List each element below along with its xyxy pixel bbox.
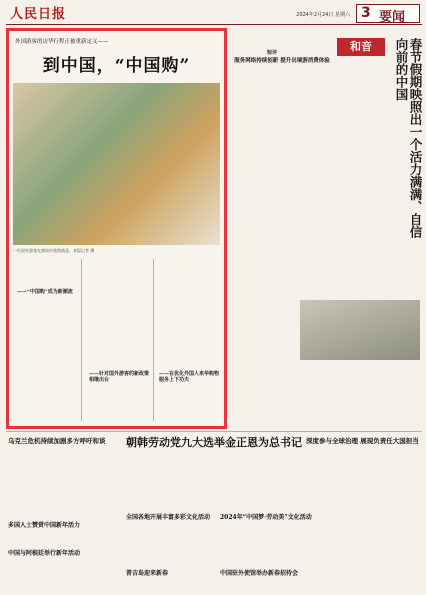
article-subhead-2: ——针对国外游客的新政策相继出台 (89, 371, 150, 383)
column-divider (153, 259, 154, 421)
lower-headline-right[interactable]: 深度参与全球治理 展现负责任大国担当 (306, 437, 419, 445)
section-rule (6, 431, 422, 432)
story-headline[interactable]: 普吉岛迎来新春 (126, 570, 169, 577)
issue-date: 2024年2月24日 星期六 (296, 12, 350, 18)
story-headline[interactable]: 中国驻外使馆举办新春招待会 (220, 570, 299, 577)
story-headline[interactable]: 全国各地开展丰富多彩文化活动 (126, 514, 211, 521)
page-number: 3 (361, 5, 371, 21)
side-headline[interactable]: 服务网络持续创新 提升出境游消费体验 (234, 58, 330, 64)
article-photo (13, 83, 220, 245)
lower-headline-center[interactable]: 朝韩劳动党九大选举金正恩为总书记 (126, 436, 302, 449)
article-subhead-1: ——“中国购”成为新潮流 (17, 289, 73, 295)
page-section: 要闻 (379, 10, 406, 25)
side-label: 短评 (267, 50, 278, 56)
commentary-badge: 和音 (337, 38, 385, 56)
story-headline[interactable]: 多国人士赞赏中国新年活力 (8, 522, 81, 529)
commentary-vertical-title[interactable]: 春节假期映照出一个活力满满、自信向前的中国 (394, 38, 423, 238)
column-divider (81, 259, 82, 421)
article-headline: 到中国，“中国购” (42, 56, 191, 76)
story-headline[interactable]: 2024年“中国梦·劳动美”文化活动 (220, 514, 312, 521)
page-marker (356, 4, 420, 23)
masthead (6, 2, 422, 25)
article-kicker: 外国游客的访华行程正被重新定义—— (15, 39, 109, 45)
photo-caption: 一位国外游客在商场中选购商品。本报记者 摄 (13, 248, 95, 253)
story-headline[interactable]: 中国与阿根廷举行新年活动 (8, 550, 81, 557)
newspaper-logo: 人民日报 (10, 7, 67, 22)
commentary-photo (300, 300, 420, 360)
lower-headline-left[interactable]: 乌克兰危机持续加剧多方呼吁和谈 (8, 437, 106, 445)
featured-article[interactable] (6, 28, 227, 429)
article-subhead-3: ——在优化外国人来华购物服务上下功夫 (159, 371, 220, 383)
